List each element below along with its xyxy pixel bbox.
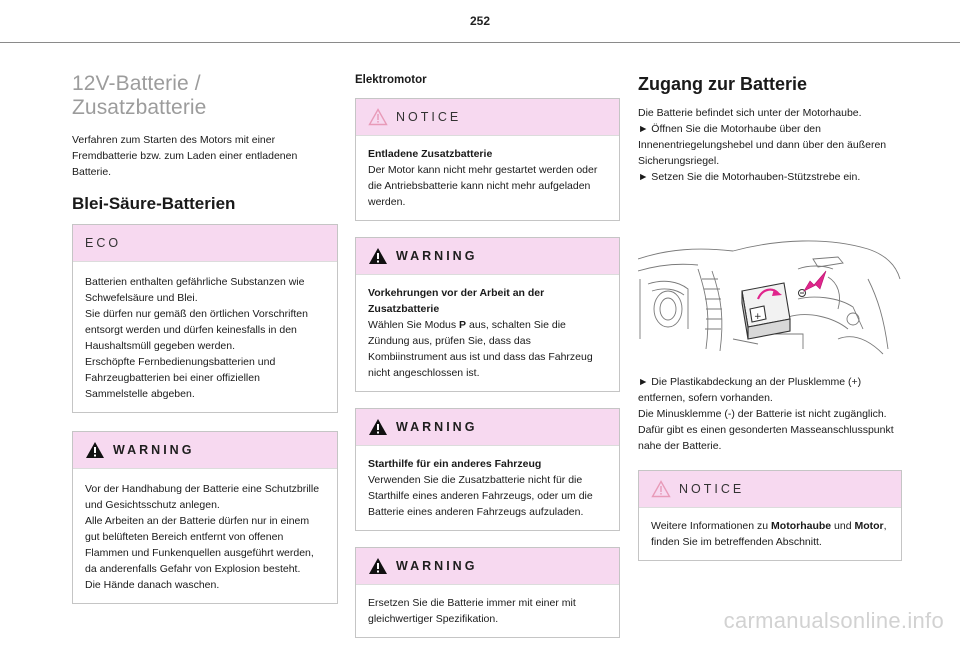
- warning-box-precautions: [355, 237, 620, 392]
- notice-box-text: Weitere Informationen zu Motorhaube und Motor, finden Sie im betreffenden Abschnitt.: [651, 520, 887, 548]
- warning-box-header: [356, 238, 619, 275]
- page-number: 252: [469, 14, 491, 28]
- column-right: [638, 60, 902, 575]
- eco-box-title: ECO: [85, 236, 122, 250]
- warning-box-replace: [355, 547, 620, 638]
- notice-icon: [651, 480, 671, 498]
- warning-box-body: [356, 275, 619, 391]
- notice-box-references: [638, 470, 902, 561]
- top-divider: [0, 42, 960, 43]
- notice-box-body: [356, 136, 619, 220]
- notice-box-title: NOTICE: [396, 110, 462, 124]
- eco-box-text: Batterien enthalten gefährliche Substanzen wie Schwefelsäure und Blei. Sie dürfen nur gemäß den örtlichen Vorschriften entsorgt werden und dürfen keinesfalls in den Haushaltsmüll gegeben werden. Erschöpfte Fernbedienungsbatterien und Fahrzeugbatterien bei einer offiziellen Sammelstelle abgeben.: [85, 276, 308, 400]
- notice-box-title: NOTICE: [679, 482, 745, 496]
- warning-box-safety: [72, 431, 338, 604]
- watermark: carmanualsonline.info: [723, 608, 944, 633]
- warning-box-title: WARNING: [113, 443, 195, 457]
- notice-box-discharged: [355, 98, 620, 221]
- section-title-battery-access: Zugang zur Batterie: [638, 74, 808, 94]
- engine-bay-illustration: [638, 199, 902, 359]
- section-title-lead-acid: Blei-Säure-Batterien: [72, 194, 236, 213]
- subtitle-electric-motor: Elektromotor: [355, 74, 427, 86]
- notice-box-lead: Entladene Zusatzbatterie: [368, 148, 493, 160]
- warning-box-lead: Vorkehrungen vor der Arbeit an der Zusatzbatterie: [368, 287, 545, 315]
- warning-box-title: WARNING: [396, 559, 478, 573]
- eco-box-header: [73, 225, 337, 262]
- warning-box-title: WARNING: [396, 249, 478, 263]
- notice-box-text: Der Motor kann nicht mehr gestartet werden oder die Antriebsbatterie kann nicht mehr aufgeladen werden.: [368, 164, 598, 208]
- warning-icon: [368, 247, 388, 265]
- warning-box-header: [356, 409, 619, 446]
- warning-box-text: Ersetzen Sie die Batterie immer mit einer mit gleichwertiger Spezifikation.: [368, 597, 576, 625]
- warning-box-lead: Starthilfe für ein anderes Fahrzeug: [368, 458, 542, 470]
- warning-icon: [85, 441, 105, 459]
- warning-box-title: WARNING: [396, 420, 478, 434]
- terminal-instructions-text: ► Die Plastikabdeckung an der Plusklemme (+) entfernen, sofern vorhanden. Die Minusklemme (-) der Batterie ist nicht zugänglich. Dafür gibt es einen gesonderten Masseanschlusspunkt nahe der Batterie.: [638, 376, 894, 452]
- column-middle: [355, 60, 620, 652]
- warning-box-header: [356, 548, 619, 585]
- notice-icon: [368, 108, 388, 126]
- warning-icon: [368, 418, 388, 436]
- notice-box-header: [639, 471, 901, 508]
- svg-text:+: +: [754, 312, 762, 322]
- warning-box-text: Vor der Handhabung der Batterie eine Schutzbrille und Gesichtsschutz anlegen. Alle Arbeiten an der Batterie dürfen nur in einem gut belüfteten Bereich entfernt von offenen Flammen und Funkenquellen ausgeführt werden, da anderenfalls Gefahr von Explosion besteht. Die Hände danach waschen.: [85, 483, 320, 591]
- battery-access-text: Die Batterie befindet sich unter der Motorhaube. ► Öffnen Sie die Motorhaube über den Innenentriegelungshebel und dann über den äußeren Sicherungsriegel. ► Setzen Sie die Motorhauben-Stützstrebe ein.: [638, 107, 887, 183]
- intro-text: Verfahren zum Starten des Motors mit einer Fremdbatterie bzw. zum Laden einer entladenen Batterie.: [72, 134, 298, 178]
- warning-box-jumpstart: [355, 408, 620, 531]
- notice-box-header: [356, 99, 619, 136]
- eco-box: [72, 224, 338, 413]
- warning-box-body: [356, 446, 619, 530]
- warning-icon: [368, 557, 388, 575]
- warning-box-text: Wählen Sie Modus P aus, schalten Sie die Zündung aus, prüfen Sie, dass das Kombiinstrument aus ist und dass das Fahrzeug nicht angeschlossen ist.: [368, 319, 593, 379]
- page-title: 12V-Batterie / Zusatzbatterie: [72, 72, 207, 119]
- warning-box-text: Verwenden Sie die Zusatzbatterie nicht für die Starthilfe eines anderen Fahrzeugs, oder um die Batterie eines anderen Fahrzeugs aufzuladen.: [368, 474, 593, 518]
- column-left: [72, 60, 338, 618]
- warning-box-header: [73, 432, 337, 469]
